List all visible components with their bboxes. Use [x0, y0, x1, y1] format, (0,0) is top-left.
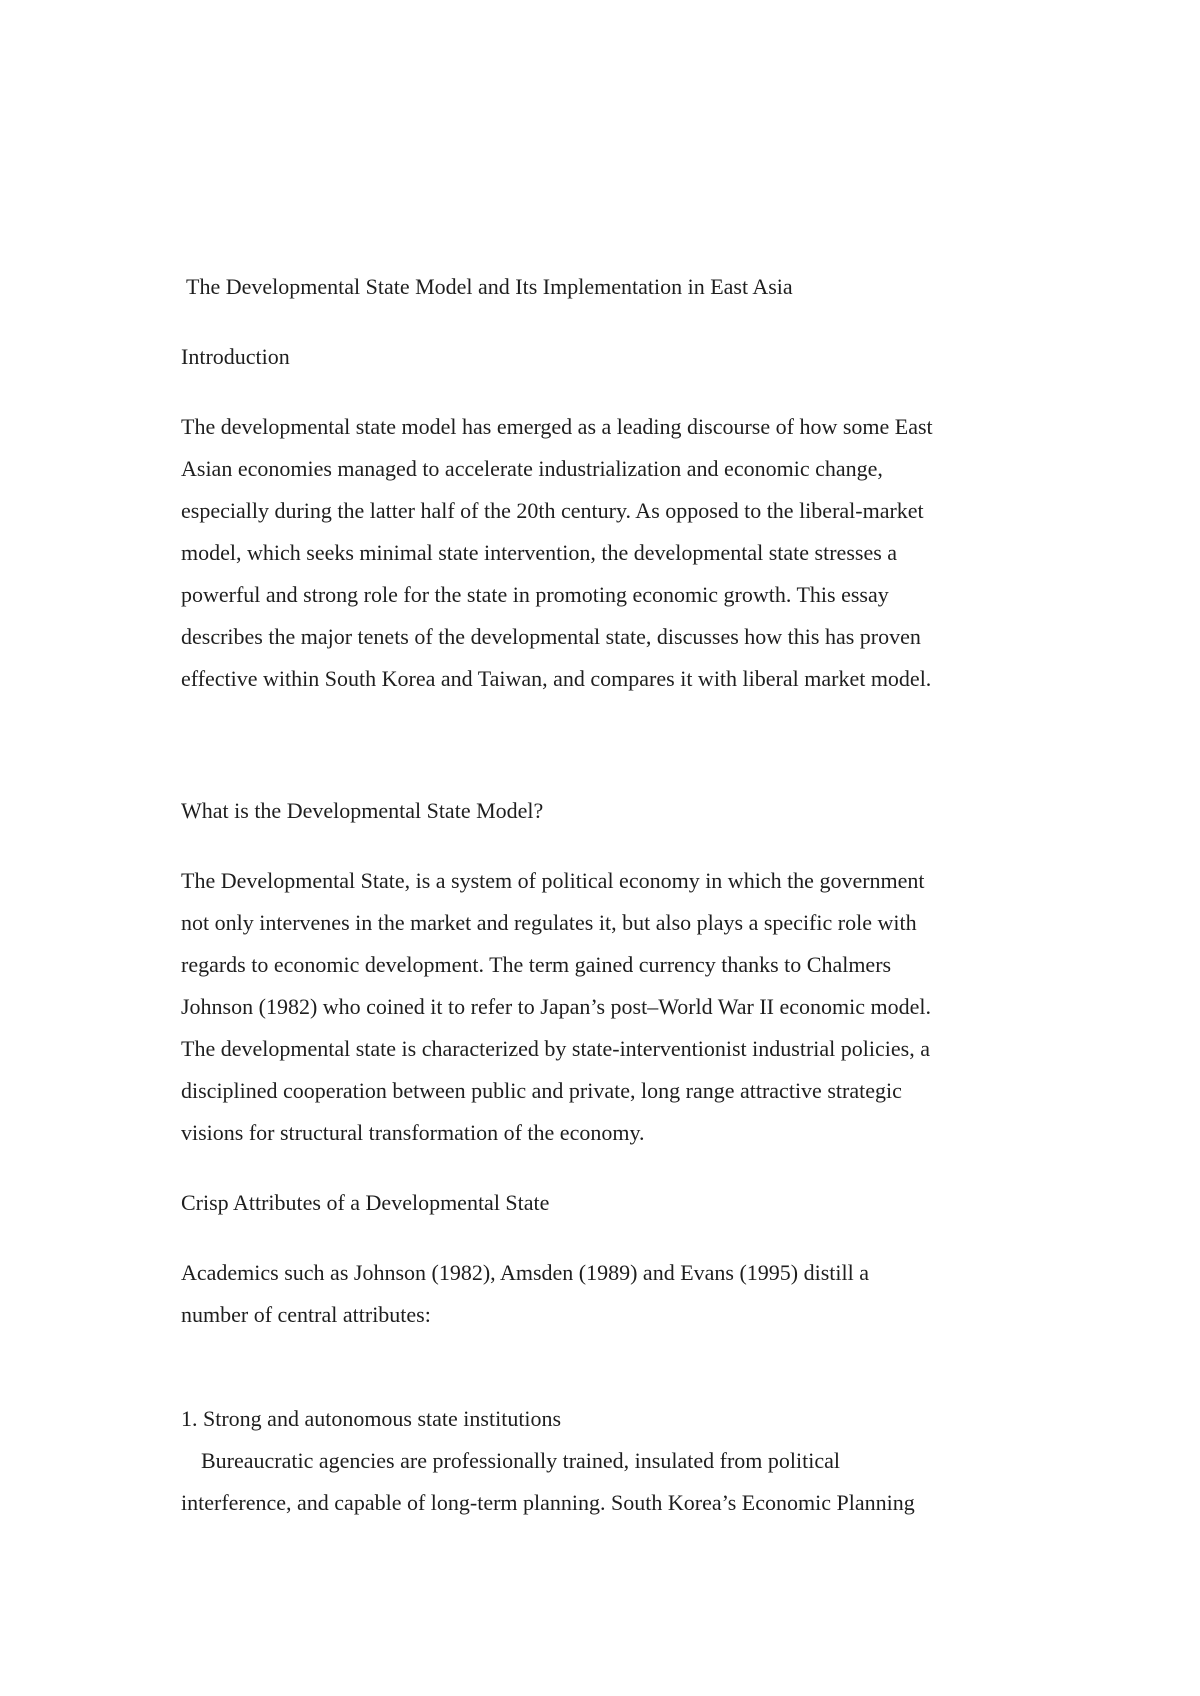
paragraph-line: interference, and capable of long-term planning. South Korea’s Economic Planning [181, 1490, 915, 1515]
paragraph-line: model, which seeks minimal state intervention, the developmental state stresses a [181, 540, 898, 565]
introduction-paragraph [181, 406, 1041, 700]
paragraph-line: Bureaucratic agencies are professionally trained, insulated from political [201, 1448, 840, 1473]
paragraph-line: The developmental state model has emerged as a leading discourse of how some East [181, 414, 933, 439]
paragraph-line: The developmental state is characterized by state-interventionist industrial policies, a [181, 1036, 930, 1061]
document-title: The Developmental State Model and Its Implementation in East Asia [186, 274, 793, 299]
attributes-paragraph [181, 1252, 1041, 1336]
list-item-heading: 1. Strong and autonomous state institutions [181, 1406, 562, 1431]
introduction-heading: Introduction [181, 344, 290, 369]
paragraph-line: disciplined cooperation between public and private, long range attractive strategic [181, 1078, 902, 1103]
paragraph-line: describes the major tenets of the developmental state, discusses how this has proven [181, 624, 921, 649]
paragraph-line: regards to economic development. The term gained currency thanks to Chalmers [181, 952, 892, 977]
paragraph-line: effective within South Korea and Taiwan, and compares it with liberal market model. [181, 666, 932, 691]
section-heading-developmental-state: What is the Developmental State Model? [181, 798, 544, 823]
paragraph-line: powerful and strong role for the state in promoting economic growth. This essay [181, 582, 889, 607]
paragraph-line: Academics such as Johnson (1982), Amsden (1989) and Evans (1995) distill a [181, 1260, 869, 1285]
paragraph-line: Asian economies managed to accelerate industrialization and economic change, [181, 456, 883, 481]
paragraph-line: number of central attributes: [181, 1302, 431, 1327]
document-body [181, 266, 1041, 1524]
paragraph-line: visions for structural transformation of the economy. [181, 1120, 645, 1145]
developmental-state-paragraph [181, 860, 1041, 1154]
list-item-paragraph [181, 1440, 1041, 1524]
paragraph-line: Johnson (1982) who coined it to refer to Japan’s post–World War II economic model. [181, 994, 931, 1019]
paragraph-line: especially during the latter half of the 20th century. As opposed to the liberal-market [181, 498, 924, 523]
section-heading-attributes: Crisp Attributes of a Developmental State [181, 1190, 550, 1215]
paragraph-line: The Developmental State, is a system of political economy in which the government [181, 868, 925, 893]
paragraph-line: not only intervenes in the market and regulates it, but also plays a specific role with [181, 910, 917, 935]
